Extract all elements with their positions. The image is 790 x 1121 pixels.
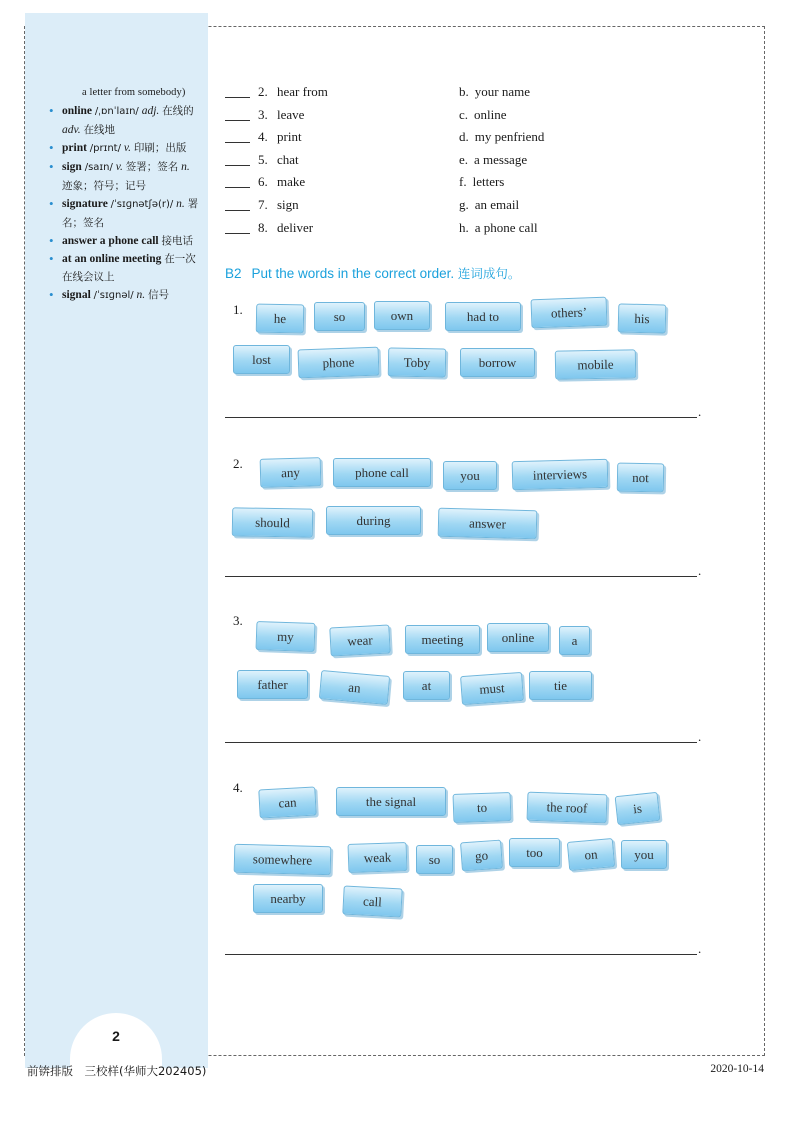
answer-period: . [698,563,702,578]
word-card[interactable]: during [326,506,421,535]
answer-line[interactable] [225,576,697,577]
question-number: 4. [233,780,243,795]
footer-date: 2020-10-14 [710,1063,764,1075]
vocab-list [52,84,202,305]
word-card[interactable]: on [567,838,615,871]
footer-print-info: 前锛排版 三校样(华师大202405) [27,1064,207,1078]
word-card[interactable]: to [453,792,512,823]
question-number: 3. [233,613,243,628]
word-card[interactable]: others’ [531,297,608,329]
word-card[interactable]: online [487,623,549,652]
vocab-item: • answer a phone call 接电话 [52,232,202,250]
word-card[interactable]: weak [348,842,408,873]
word-card[interactable]: you [443,461,497,490]
word-card[interactable]: mobile [555,349,636,379]
answer-line[interactable] [225,417,697,418]
question-number: 2. [233,456,243,471]
matching-exercise [225,84,685,242]
word-card[interactable]: so [416,845,453,874]
vocab-continued: a letter from somebody) [82,87,186,98]
word-card[interactable]: his [618,303,667,333]
matching-row: 5. chat e. a message [225,152,685,175]
answer-blank[interactable] [225,97,250,98]
vocab-item: • sign /saɪn/ v. 签署；签名 n. 迹象；符号；记号 [52,158,202,195]
answer-line[interactable] [225,954,697,955]
vocab-item: • print /prɪnt/ v. 印刷；出版 [52,139,202,158]
answer-line[interactable] [225,742,697,743]
answer-blank[interactable] [225,142,250,143]
word-card[interactable]: my [256,621,316,652]
vocab-item: • signal /ˈsɪɡnəl/ n. 信号 [52,286,202,305]
word-card[interactable]: answer [438,508,538,540]
word-card[interactable]: not [617,463,664,493]
word-card[interactable]: he [256,304,304,334]
answer-period: . [698,404,702,419]
answer-blank[interactable] [225,187,250,188]
word-card[interactable]: interviews [512,459,609,491]
word-card[interactable]: you [621,840,667,869]
word-card[interactable]: Toby [388,347,446,377]
answer-period: . [698,729,702,744]
question-number: 1. [233,302,243,317]
answer-blank[interactable] [225,233,250,234]
answer-blank[interactable] [225,165,250,166]
word-card[interactable]: meeting [405,625,480,654]
word-card[interactable]: tie [529,671,592,700]
matching-row: 2. hear from b. your name [225,84,685,107]
matching-row: 7. sign g. an email [225,197,685,220]
word-card[interactable]: wear [329,624,390,656]
word-card[interactable]: own [374,301,430,330]
word-card[interactable]: phone call [333,458,431,487]
word-card[interactable]: had to [445,302,521,331]
word-card[interactable]: the roof [527,792,608,824]
word-card[interactable]: go [460,840,503,872]
word-card[interactable]: phone [298,347,380,379]
answer-period: . [698,941,702,956]
word-card[interactable]: nearby [253,884,323,913]
word-card[interactable]: an [319,670,390,705]
word-card[interactable]: at [403,671,450,700]
word-card[interactable]: borrow [460,348,535,377]
section-heading-b2: B2 Put the words in the correct order. 连词成句。 [225,266,521,281]
word-card[interactable]: the signal [336,787,446,816]
answer-blank[interactable] [225,210,250,211]
vocab-item: • at an online meeting 在一次在线会议上 [52,250,202,286]
word-card[interactable]: should [232,507,313,537]
word-card[interactable]: must [460,672,524,705]
matching-row: 3. leave c. online [225,107,685,130]
word-card[interactable]: is [615,792,661,825]
matching-row: 8. deliver h. a phone call [225,220,685,243]
word-card[interactable]: lost [233,345,290,374]
matching-row: 6. make f. letters [225,174,685,197]
word-card[interactable]: somewhere [234,844,332,876]
word-card[interactable]: can [258,787,316,819]
vocab-item: • signature /ˈsɪɡnətʃə(r)/ n. 署名；签名 [52,195,202,232]
page-number: 2 [112,1028,120,1044]
answer-blank[interactable] [225,120,250,121]
word-card[interactable]: so [314,302,365,331]
matching-row: 4. print d. my penfriend [225,129,685,152]
word-card[interactable]: call [342,885,402,917]
word-card[interactable]: any [260,457,322,488]
vocab-item: • online /ˌɒnˈlaɪn/ adj. 在线的 adv. 在线地 [52,102,202,139]
word-card[interactable]: too [509,838,560,867]
word-card[interactable]: a [559,626,590,655]
word-card[interactable]: father [237,670,308,699]
